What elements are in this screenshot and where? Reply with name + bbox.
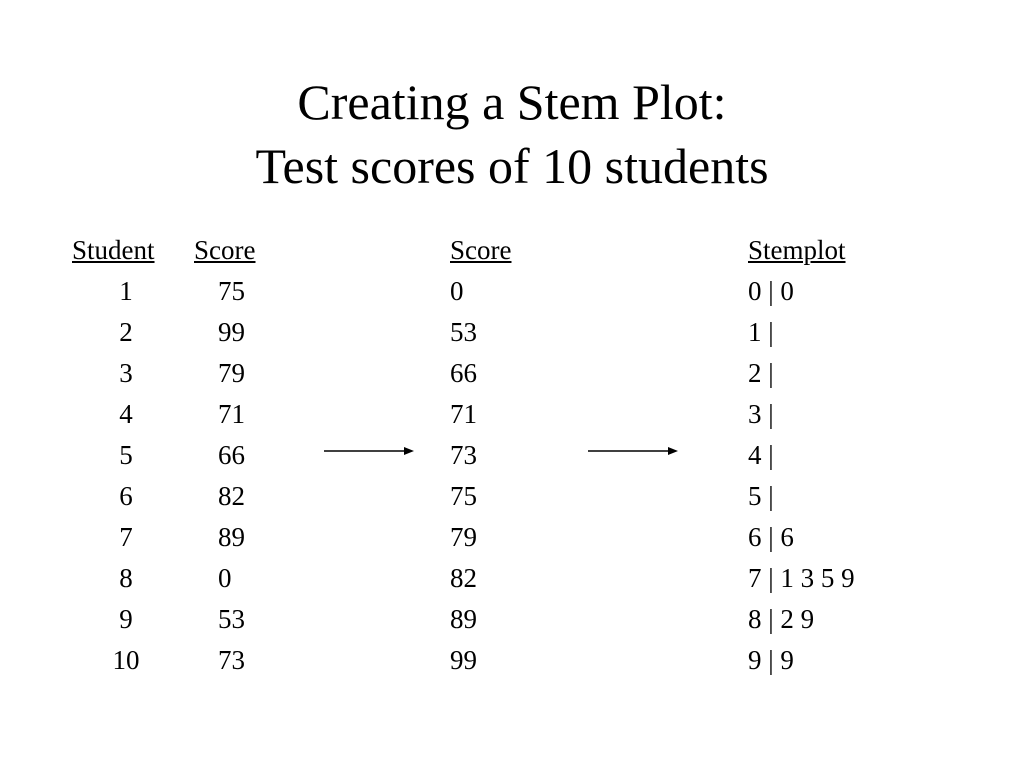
score-cell: 99 (218, 317, 245, 347)
sorted-score-cell: 89 (450, 604, 477, 634)
stemplot-row: 7 | 1 3 5 9 (748, 563, 855, 593)
student-header: Student (72, 235, 155, 265)
sorted-score-header: Score (450, 235, 512, 265)
stemplot-row: 4 | (748, 440, 774, 470)
score-cell: 82 (218, 481, 245, 511)
student-cell: 3 (119, 358, 133, 388)
title-line-1: Creating a Stem Plot: (297, 74, 727, 130)
student-cell: 6 (119, 481, 133, 511)
slide-title (0, 70, 1024, 198)
sorted-score-cell: 53 (450, 317, 477, 347)
sorted-score-cell: 71 (450, 399, 477, 429)
score-cell: 71 (218, 399, 245, 429)
student-cell: 10 (112, 645, 140, 675)
student-cell: 8 (119, 563, 133, 593)
title-line-2: Test scores of 10 students (255, 138, 769, 194)
score-cell: 89 (218, 522, 245, 552)
sorted-score-cell: 82 (450, 563, 477, 593)
stemplot-row: 0 | 0 (748, 276, 794, 306)
stemplot-row: 1 | (748, 317, 774, 347)
stemplot-row: 8 | 2 9 (748, 604, 815, 634)
sorted-score-cell: 79 (450, 522, 477, 552)
sorted-score-cell: 66 (450, 358, 477, 388)
score-cell: 53 (218, 604, 245, 634)
student-column (72, 230, 180, 681)
stemplot-row: 6 | 6 (748, 522, 794, 552)
student-cell: 9 (119, 604, 133, 634)
student-cell: 5 (119, 440, 133, 470)
stemplot-header: Stemplot (748, 235, 846, 265)
score-cell: 66 (218, 440, 245, 470)
student-cell: 1 (119, 276, 133, 306)
sorted-score-cell: 73 (450, 440, 477, 470)
score-cell: 79 (218, 358, 245, 388)
score-column (194, 230, 274, 681)
score-cell: 0 (218, 563, 232, 593)
stemplot-row: 9 | 9 (748, 645, 794, 675)
right-arrow-icon (586, 443, 680, 459)
stemplot-row: 5 | (748, 481, 774, 511)
score-cell: 75 (218, 276, 245, 306)
student-cell: 7 (119, 522, 133, 552)
sorted-score-cell: 0 (450, 276, 464, 306)
sorted-score-cell: 99 (450, 645, 477, 675)
stemplot-row: 2 | (748, 358, 774, 388)
score-header: Score (194, 235, 256, 265)
stemplot-column (748, 230, 928, 681)
sorted-score-column (450, 230, 540, 681)
score-cell: 73 (218, 645, 245, 675)
student-cell: 2 (119, 317, 133, 347)
sorted-score-cell: 75 (450, 481, 477, 511)
student-cell: 4 (119, 399, 133, 429)
stemplot-row: 3 | (748, 399, 774, 429)
right-arrow-icon (322, 443, 416, 459)
